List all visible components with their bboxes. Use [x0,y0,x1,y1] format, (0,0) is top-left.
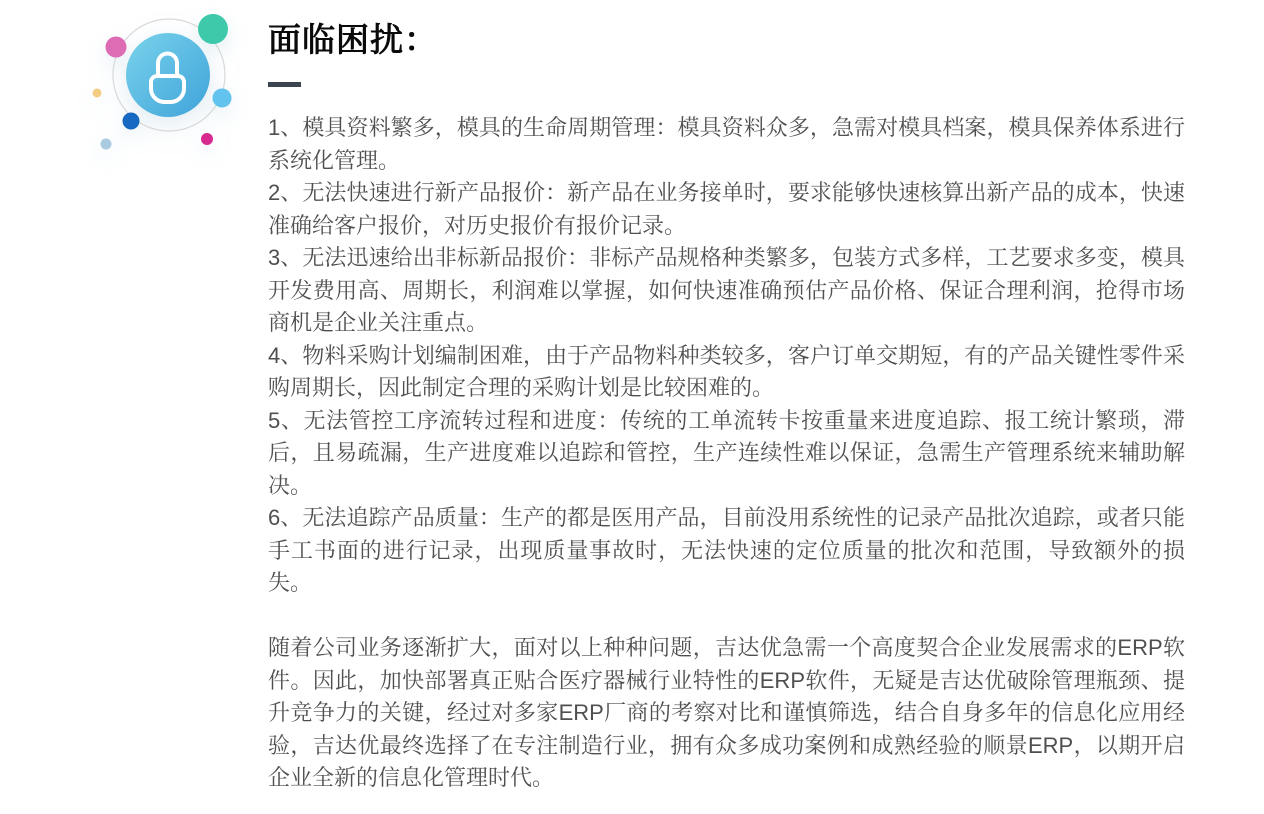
dot-yellow [93,89,102,98]
issue-item: 1、模具资料繁多，模具的生命周期管理：模具资料众多，急需对模具档案，模具保养体系进行系统化管理。 [268,115,1185,173]
closing-paragraph: 随着公司业务逐渐扩大，面对以上种种问题，吉达优急需一个高度契合企业发展需求的ERP软件。因此，加快部署真正贴合医疗器械行业特性的ERP软件，无疑是吉达优破除管理瓶颈、提升竞争力的关键，经过对多家ERP厂商的考察对比和谨慎筛选，结合自身多年的信息化应用经验，吉达优最终选择了在专注制造行业，拥有众多成功案例和成熟经验的顺景ERP，以期开启企业全新的信息化管理时代。 [268,635,1185,790]
content-column [268,0,1185,795]
issue-item: 3、无法迅速给出非标新品报价：非标产品规格种类繁多，包装方式多样，工艺要求多变，模具开发费用高、周期长，利润难以掌握，如何快速准确预估产品价格、保证合理利润，抢得市场商机是企业关注重点。 [268,245,1185,335]
dot-lightblue [213,89,232,108]
dot-bluegray [101,139,112,150]
dot-darkblue [123,113,140,130]
dot-teal [198,14,228,44]
section-title: 面临困扰： [268,21,438,58]
title-underline [268,82,301,87]
issue-item: 2、无法快速进行新产品报价：新产品在业务接单时，要求能够快速核算出新产品的成本，快速准确给客户报价，对历史报价有报价记录。 [268,180,1185,238]
issue-item: 5、无法管控工序流转过程和进度：传统的工单流转卡按重量来进度追踪、报工统计繁琐，滞后，且易疏漏，生产进度难以追踪和管控，生产连续性难以保证，急需生产管理系统来辅助解决。 [268,407,1185,498]
issue-list [268,112,1185,795]
lock-badge [0,0,250,170]
dot-magenta [201,133,213,145]
issue-item: 6、无法追踪产品质量：生产的都是医用产品，目前没用系统性的记录产品批次追踪，或者只能手工书面的进行记录，出现质量事故时，无法快速的定位质量的批次和范围，导致额外的损失。 [268,505,1185,595]
issue-item: 4、物料采购计划编制困难，由于产品物料种类较多，客户订单交期短，有的产品关键性零件采购周期长，因此制定合理的采购计划是比较困难的。 [268,342,1185,400]
dot-pink [106,37,127,58]
